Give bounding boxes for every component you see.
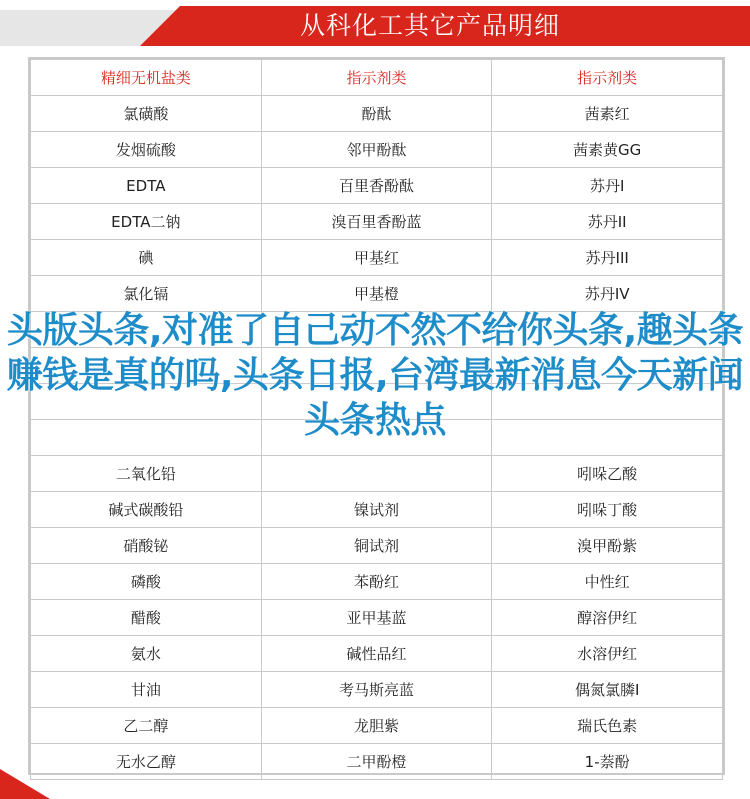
table-cell: 亚甲基蓝 xyxy=(261,600,492,636)
table-cell: 醋酸 xyxy=(31,600,262,636)
table-cell: 1-萘酚 xyxy=(492,744,723,780)
table-cell: 二氧化铅 xyxy=(31,456,262,492)
table-cell: 茜素红 xyxy=(492,96,723,132)
table-cell: 醇溶伊红 xyxy=(492,600,723,636)
table-cell: 二甲酚橙 xyxy=(261,744,492,780)
table-cell: 碱性品红 xyxy=(261,636,492,672)
table-row xyxy=(31,744,723,780)
table-cell: 茜素黄GG xyxy=(492,132,723,168)
table-row xyxy=(31,240,723,276)
table-row xyxy=(31,672,723,708)
table-cell: 氯磺酸 xyxy=(31,96,262,132)
header-banner xyxy=(0,0,750,46)
table-cell: 氨水 xyxy=(31,636,262,672)
table-cell: 苏丹II xyxy=(492,204,723,240)
table-cell: 偶氮氯膦I xyxy=(492,672,723,708)
table-cell: 碱式碳酸铅 xyxy=(31,492,262,528)
column-header: 精细无机盐类 xyxy=(31,60,262,96)
table-cell: 无水乙醇 xyxy=(31,744,262,780)
table-cell: 瑞氏色素 xyxy=(492,708,723,744)
table-cell: 溴甲酚紫 xyxy=(492,528,723,564)
table-header-row xyxy=(31,60,723,96)
table-cell: 苏丹III xyxy=(492,240,723,276)
column-header: 指示剂类 xyxy=(492,60,723,96)
table-cell: 碘 xyxy=(31,240,262,276)
table-cell: 苏丹IV xyxy=(492,276,723,312)
table-row xyxy=(31,204,723,240)
table-cell: 酚酞 xyxy=(261,96,492,132)
table-cell: 甲基橙 xyxy=(261,276,492,312)
table-cell: 龙胆紫 xyxy=(261,708,492,744)
table-row xyxy=(31,708,723,744)
table-cell: 乙二醇 xyxy=(31,708,262,744)
table-row xyxy=(31,492,723,528)
table-row xyxy=(31,168,723,204)
table-cell: EDTA二钠 xyxy=(31,204,262,240)
table-cell: 中性红 xyxy=(492,564,723,600)
table-row xyxy=(31,528,723,564)
table-row xyxy=(31,564,723,600)
table-row xyxy=(31,96,723,132)
table-cell: 发烟硫酸 xyxy=(31,132,262,168)
table-cell: 苏丹I xyxy=(492,168,723,204)
table-cell: 甲基红 xyxy=(261,240,492,276)
table-row xyxy=(31,132,723,168)
table-cell: 水溶伊红 xyxy=(492,636,723,672)
table-cell: 镍试剂 xyxy=(261,492,492,528)
table-cell: 邻甲酚酞 xyxy=(261,132,492,168)
table-cell: 考马斯亮蓝 xyxy=(261,672,492,708)
table-cell: 吲哚丁酸 xyxy=(492,492,723,528)
table-row xyxy=(31,276,723,312)
table-cell: 磷酸 xyxy=(31,564,262,600)
table-cell: EDTA xyxy=(31,168,262,204)
column-header: 指示剂类 xyxy=(261,60,492,96)
overlay-headline-text: 头版头条,对准了自己动不然不给你头条,趣头条赚钱是真的吗,头条日报,台湾最新消息今天新闻头条热点 xyxy=(6,310,744,441)
table-cell: 百里香酚酞 xyxy=(261,168,492,204)
table-cell: 氯化镉 xyxy=(31,276,262,312)
table-row xyxy=(31,600,723,636)
table-cell: 吲哚乙酸 xyxy=(492,456,723,492)
table-cell: 铜试剂 xyxy=(261,528,492,564)
table-row xyxy=(31,456,723,492)
table-cell xyxy=(261,456,492,492)
table-cell: 溴百里香酚蓝 xyxy=(261,204,492,240)
table-cell: 苯酚红 xyxy=(261,564,492,600)
table-cell: 硝酸铋 xyxy=(31,528,262,564)
page-title: 从科化工其它产品明细 xyxy=(299,11,560,40)
table-cell: 甘油 xyxy=(31,672,262,708)
table-row xyxy=(31,636,723,672)
